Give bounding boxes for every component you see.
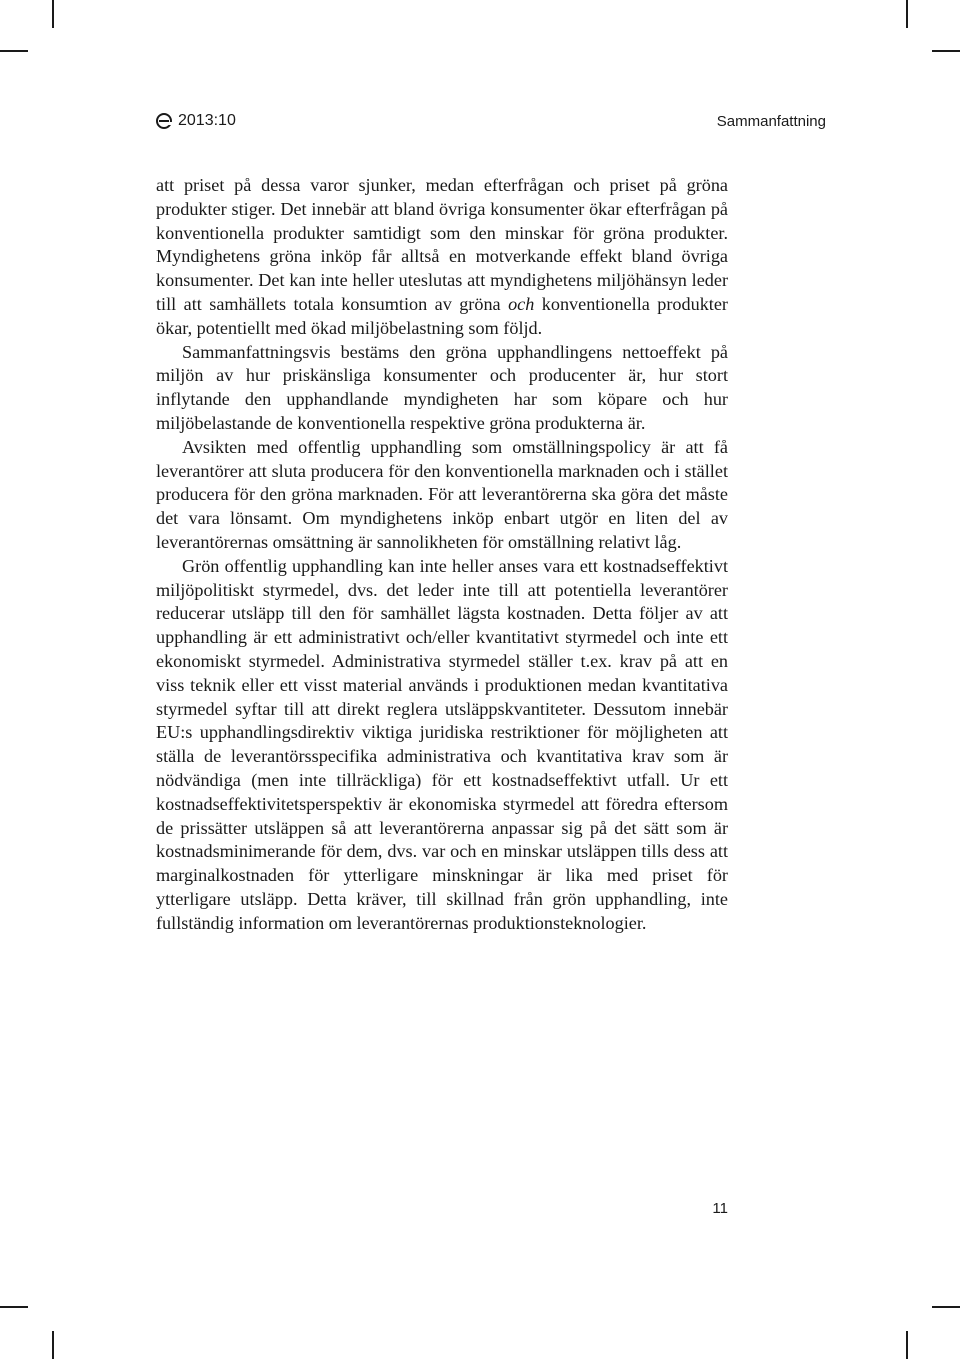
e-logo-icon (156, 113, 172, 129)
paragraph-2: Sammanfattningsvis bestäms den gröna upphandlingens nettoeffekt på miljön av hur priskänsliga konsumenter och producenter är, hur stort inflytande den upphandlande myndigheten har som köpare och hur miljöbelastande de konventionella respektive gröna produkterna är. (156, 341, 728, 433)
paragraph-1-emphasis: och (508, 293, 535, 314)
crop-mark-bottom-right (906, 1331, 908, 1359)
page-number: 11 (712, 1200, 728, 1217)
report-id (156, 112, 236, 130)
crop-mark-top-right-horizontal (932, 50, 960, 52)
paragraph-1-text-end: konventionella produkter ökar, potentiellt med ökad miljöbelastning som följd. (156, 293, 728, 338)
body-text (156, 174, 728, 936)
crop-mark-top-right (906, 0, 908, 28)
running-header (156, 108, 826, 134)
paragraph-1-text-start: att priset på dessa varor sjunker, medan efterfrågan och priset på gröna produkter stiger. Det innebär att bland övriga konsumenter ökar efterfrågan på konventionella produkter samtidigt som den minskar för gröna produkter. Myndighetens gröna inköp får alltså en motverkande effekt bland övriga konsumenter. Det kan inte heller uteslutas att myndighetens miljöhänsyn leder till att samhällets totala konsumtion av gröna (156, 175, 728, 314)
section-title: Sammanfattning (716, 112, 826, 130)
report-number: 2013:10 (178, 112, 236, 129)
crop-mark-bottom-left (52, 1331, 54, 1359)
crop-mark-top-left (52, 0, 54, 28)
paragraph-4: Grön offentlig upphandling kan inte heller anses vara ett kostnadseffektivt miljöpolitiskt styrmedel, dvs. det leder inte till att potentiella leverantörer reducerar utsläpp till den för samhället lägsta kostnaden. Detta följer av att upphandling är ett administrativt och/eller kvantitativt styrmedel och inte ett ekonomiskt styrmedel. Administrativa styrmedel ställer t.ex. krav på att en viss teknik eller ett visst material används i produktionen medan kvantitativa styrmedel syftar till att direkt reglera utsläppskvantiteter. Dessutom innebär EU:s upphandlingsdirektiv viktiga juridiska restriktioner för möjligheten att ställa de leverantörsspecifika administrativa och kvantitativa krav som är nödvändiga (men inte tillräckliga) för ett kostnadseffektivt utfall. Ur ett kostnadseffektivitetsperspektiv är ekonomiska styrmedel att föredra eftersom de prissätter utsläppen så att leverantörerna anpassar sig på det sätt som är kostnadsminimerande för dem, dvs. var och en minskar utsläppen tills dess att marginalkostnaden för ytterligare minskningar är lika med priset för ytterligare utsläpp. Detta kräver, till skillnad från grön upphandling, inte fullständig information om leverantörernas produktionsteknologier. (156, 555, 728, 933)
crop-mark-bottom-right-horizontal (932, 1306, 960, 1308)
paragraph-3: Avsikten med offentlig upphandling som omställningspolicy är att få leverantörer att sluta producera för den konventionella marknaden och i stället producera för den gröna marknaden. För att leverantörerna ska göra det måste det vara lönsamt. Om myndighetens inköp enbart utgör en liten del av leverantörernas omsättning är sannolikheten för omställning relativt låg. (156, 436, 728, 552)
paragraph-1 (156, 174, 728, 341)
crop-mark-bottom-left-horizontal (0, 1306, 28, 1308)
crop-mark-top-left-horizontal (0, 50, 28, 52)
